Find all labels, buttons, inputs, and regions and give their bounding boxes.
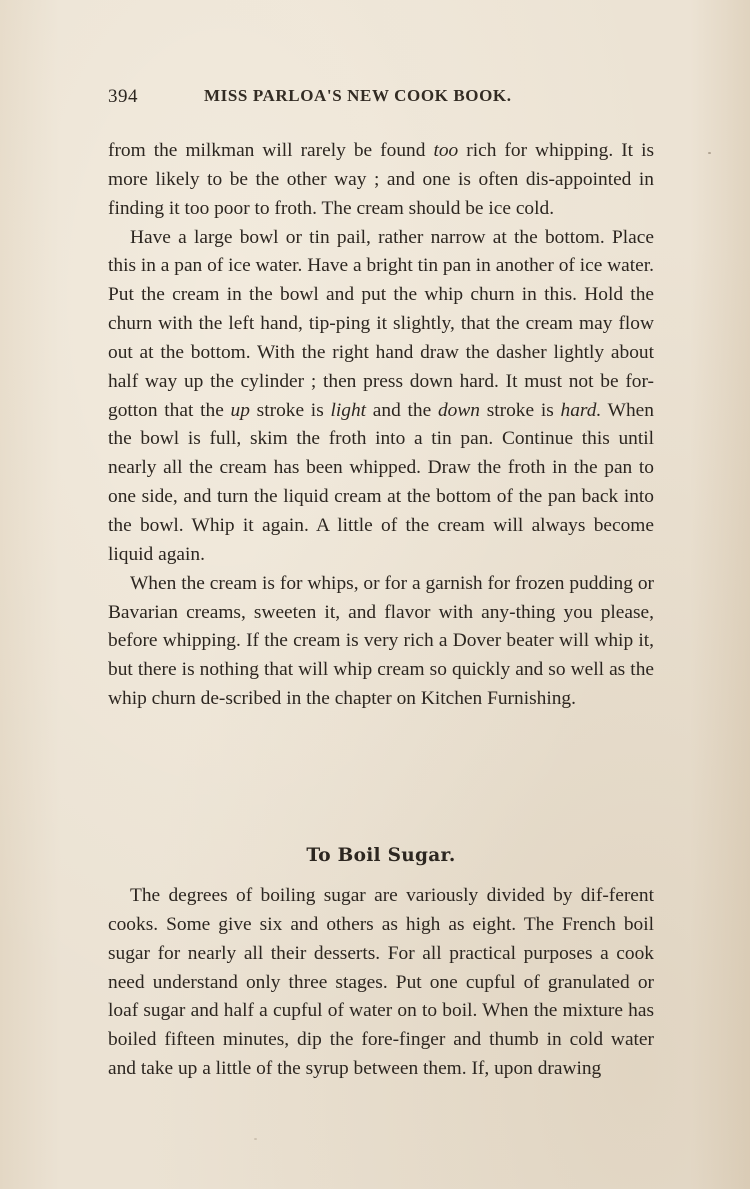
emphasis-light: light xyxy=(330,399,367,421)
paragraph-2-after: When the bowl is full, skim the froth into a tin pan. Continue this until nearly all the cream has been whipped. Draw the froth in the pan to one side, and turn the liquid cream at the bottom of the pan back into the bowl. Whip it again. A little of the cream will always become liquid again. xyxy=(108,399,654,565)
paragraph-1-after: rich for whipping. It is more likely to be the other way ; and one is often dis-appointed in finding it too poor to froth. The cream should be ice cold. xyxy=(108,140,654,219)
paragraph-2 xyxy=(108,224,654,570)
paragraph-2-text: Have a large bowl or tin pail, rather narrow at the bottom. Place this in a pan of ice water. Have a bright tin pan in another of ice water. Put the cream in the bowl and put the whip churn in this. Hold the churn with the left hand, tip-ping it slightly, that the cream may flow out at the bottom. With the right hand draw the dasher lightly about half way up the cylinder ; then press down hard. It must not be for-gotton that the xyxy=(108,226,654,421)
emphasis-hard: hard. xyxy=(560,399,602,421)
page-number: 394 xyxy=(108,86,138,107)
paragraph-1-before: from the milkman will rarely be found xyxy=(108,140,434,161)
section-text xyxy=(108,882,654,1084)
paper-speck xyxy=(254,1138,257,1140)
section-paragraph: The degrees of boiling sugar are variously divided by dif-ferent cooks. Some give six and others as high as eight. The French boil sugar for nearly all their desserts. For all practical purposes a cook need understand only three stages. Put one cupful of granulated or loaf sugar and half a cupful of water on to boil. When the mixture has boiled fifteen minutes, dip the fore-finger and thumb in cold water and take up a little of the syrup between them. If, upon drawing xyxy=(108,885,654,1080)
paragraph-3: When the cream is for whips, or for a garnish for frozen pudding or Bavarian creams, sweeten it, and flavor with any-thing you please, before whipping. If the cream is very rich a Dover beater will whip it, but there is nothing that will whip cream so quickly and so well as the whip churn de-scribed in the chapter on Kitchen Furnishing. xyxy=(108,572,654,710)
emphasis-down: down xyxy=(437,399,480,421)
paper-speck xyxy=(708,152,711,154)
page-header xyxy=(108,86,654,116)
section-heading: To Boil Sugar. xyxy=(306,845,456,866)
paragraph-1-emphasis: too xyxy=(433,140,459,161)
body-text xyxy=(108,137,654,714)
running-head: MISS PARLOA'S NEW COOK BOOK. xyxy=(204,86,512,105)
emphasis-up: up xyxy=(230,399,250,421)
paragraph-1 xyxy=(108,137,654,224)
paragraph-2-mid-2: and the xyxy=(366,399,438,421)
paragraph-2-mid-1: stroke is xyxy=(249,399,331,421)
paragraph-2-mid-3: stroke is xyxy=(479,399,561,421)
